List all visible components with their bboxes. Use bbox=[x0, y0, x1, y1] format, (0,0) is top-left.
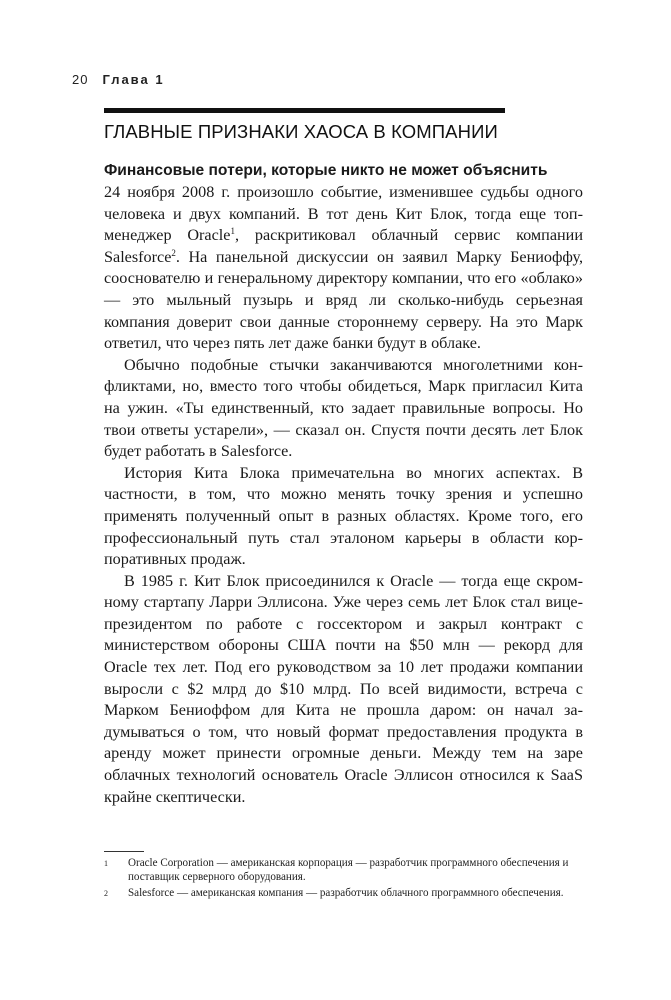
subheading: Финансовые потери, которые никто не может объяснить bbox=[104, 162, 548, 179]
paragraph-1 bbox=[104, 182, 583, 355]
chapter-label: Глава 1 bbox=[102, 72, 165, 87]
footnote-number: 1 bbox=[104, 859, 108, 868]
paragraph-1-part-b: , раскритиковал облачный сервис компании Salesforce bbox=[104, 226, 584, 266]
footnote-2 bbox=[104, 887, 590, 901]
running-head bbox=[72, 72, 165, 87]
section-title: ГЛАВНЫЕ ПРИЗНАКИ ХАОСА В КОМПАНИИ bbox=[104, 121, 498, 142]
paragraph-2: Обычно подобные стычки заканчиваются многолетними конфликтами, но, вместо того чтобы обидеться, Марк пригласил Кита на ужин. «Ты единственный, кто задает правильные вопросы. Но твои ответы устарели», — сказал он. Спустя почти десять лет Блок будет работать в Salesforce. bbox=[104, 355, 583, 461]
page-number: 20 bbox=[72, 72, 89, 87]
page-body bbox=[104, 160, 583, 808]
footnote-number: 2 bbox=[104, 889, 108, 899]
footnote-rule bbox=[104, 851, 144, 852]
footnote-ref-2: 2 bbox=[171, 247, 176, 258]
footnote-text: Oracle Corporation — американская корпорация — разработчик программного обеспечения и поставщик серверного оборудования. bbox=[128, 857, 569, 883]
footnote-1 bbox=[104, 857, 590, 884]
paragraph-4: В 1985 г. Кит Блок присоединился к Oracle — тогда еще скромному стартапу Ларри Эллисона. Уже через семь лет Блок стал вице-президентом по работе с госсектором и закрыл контракт с министерством обороны США почти на $50 млн — рекорд для Oracle тех лет. Под его руководством за 10 лет продажи компании выросли с $2 млрд до $10 млрд. По всей видимости, встреча с Марком Бениоффом для Кита не прошла даром: он начал задумываться о том, что новый формат предоставления продукта в аренду может принести огромные деньги. Между тем на заре облачных технологий основатель Oracle Эллисон относился к SaaS крайне скептически. bbox=[104, 571, 583, 806]
footnote-ref-1: 1 bbox=[230, 226, 235, 237]
paragraph-3: История Кита Блока примечательна во многих аспектах. В частности, в том, что можно менять точку зрения и успешно применять полученный опыт в разных областях. Кроме того, его профессиональный путь стал эталоном карьеры в области корпоративных продаж. bbox=[104, 463, 583, 569]
footnote-text: Salesforce — американская компания — разработчик облачного программного обеспечения. bbox=[128, 887, 564, 900]
paragraph-1-part-c: . На панельной дискуссии он заявил Марку Бениоффу, сооснователю и генеральному директору компании, что его «облако» — это мыльный пузырь и вряд ли сколько-нибудь серьезная компания доверит свои данные стороннему серверу. На это Марк ответил, что через пять лет даже банки будут в облаке. bbox=[104, 247, 583, 353]
footnotes bbox=[104, 857, 590, 904]
section-rule bbox=[104, 108, 505, 113]
paragraph-1-part-a: 24 ноября 2008 г. произошло событие, изменившее судьбы одного человека и двух компаний. В тот день Кит Блок, тогда еще топ-менеджер Oracle bbox=[104, 183, 583, 245]
